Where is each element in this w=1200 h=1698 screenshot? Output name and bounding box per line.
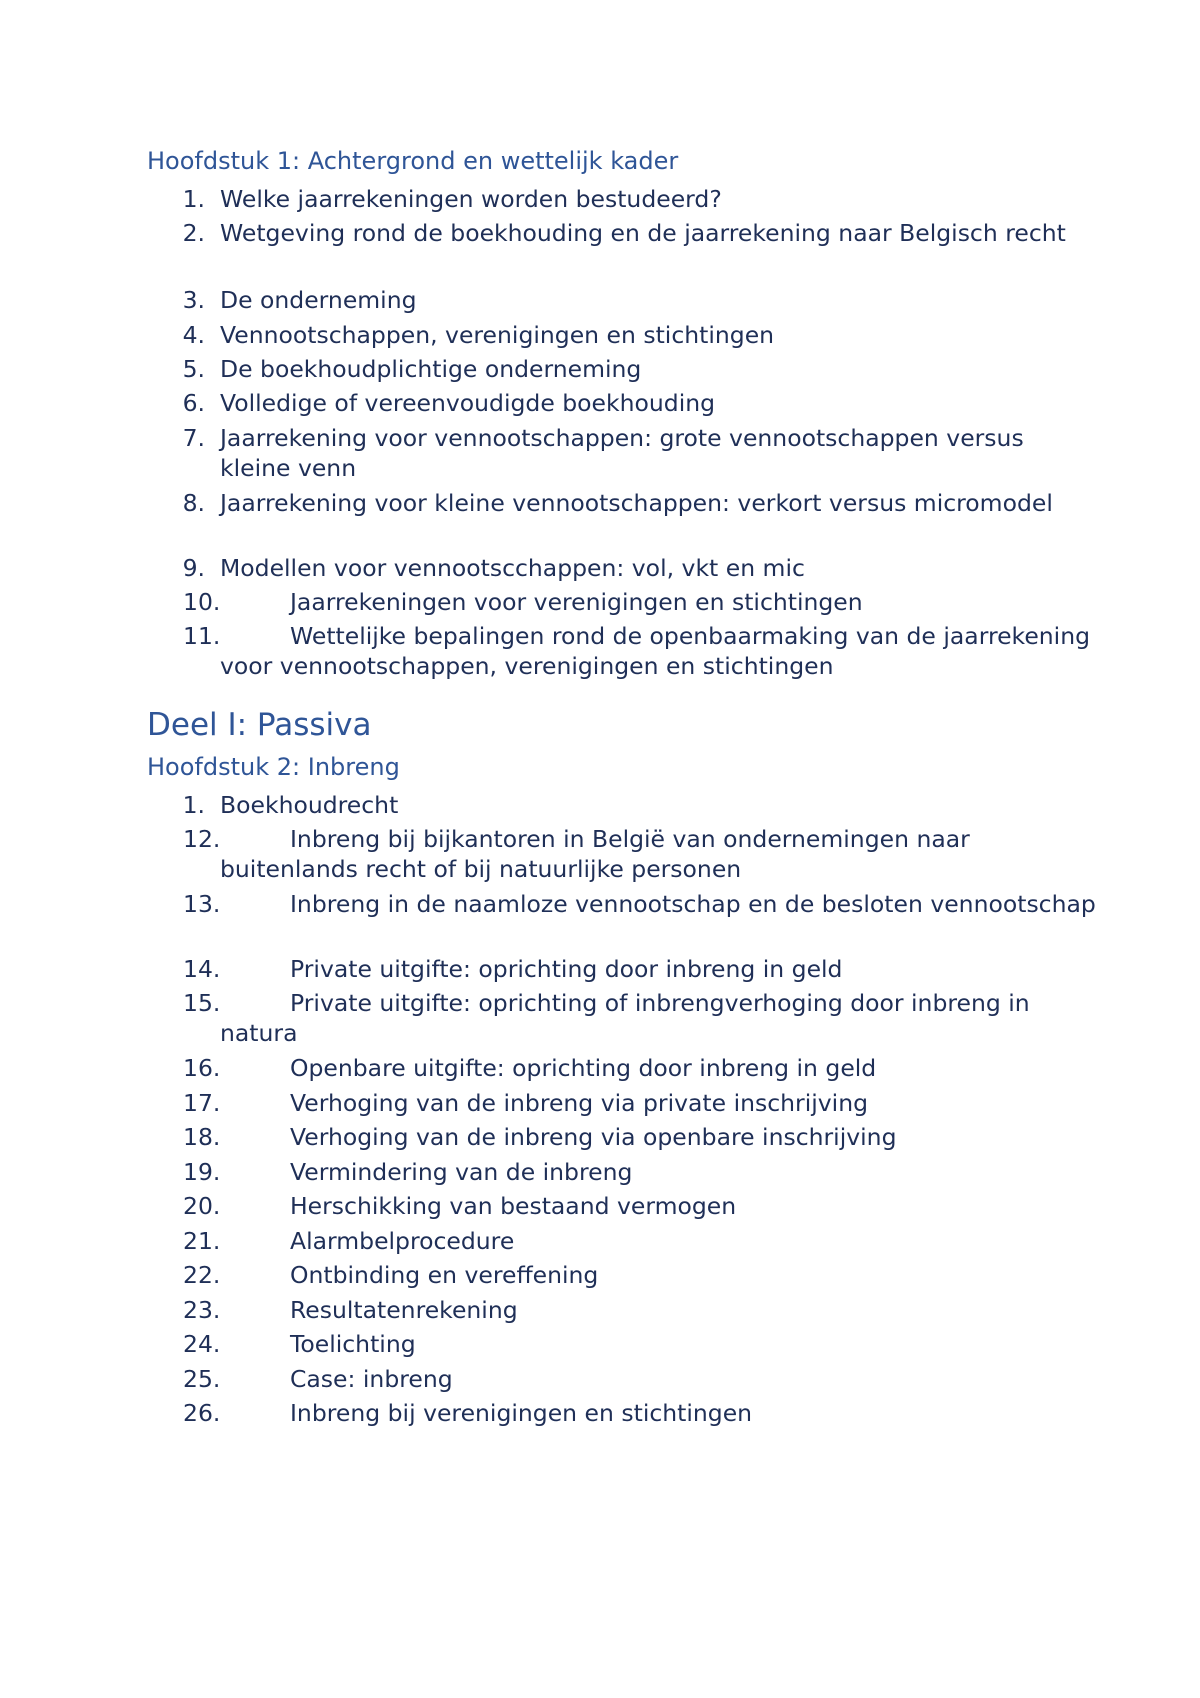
list-item-text: Jaarrekeningen voor verenigingen en stichtingen <box>290 588 863 616</box>
list-item-number: 12. <box>183 825 221 853</box>
list-item-number: 1. <box>182 791 205 819</box>
list-item-text: Jaarrekening voor kleine vennootschappen: verkort versus micromodel <box>220 489 1053 517</box>
list-item-number: 3. <box>182 286 205 314</box>
list-item-text: Verhoging van de inbreng via openbare inschrijving <box>290 1123 897 1151</box>
list-item-text: Welke jaarrekeningen worden bestudeerd? <box>220 185 722 213</box>
list-item-text: Verhoging van de inbreng via private inschrijving <box>290 1089 869 1117</box>
list-item-number: 13. <box>183 890 221 918</box>
list-item-number: 2. <box>182 219 205 247</box>
list-item-number: 8. <box>182 489 205 517</box>
list-item-text: Vermindering van de inbreng <box>290 1158 633 1186</box>
list-item-number: 10. <box>183 588 221 616</box>
list-item-text: Modellen voor vennootscchappen: vol, vkt en mic <box>220 554 805 582</box>
list-item-number: 20. <box>183 1192 221 1220</box>
list-item-text: Vennootschappen, verenigingen en stichtingen <box>220 321 775 349</box>
list-item-number: 21. <box>183 1227 221 1255</box>
list-item-text: Jaarrekening voor vennootschappen: grote vennootschappen versus kleine venn <box>220 424 1024 482</box>
list-item-text: Toelichting <box>290 1330 416 1358</box>
list-item-text: Inbreng bij verenigingen en stichtingen <box>290 1399 753 1427</box>
list-item-number: 7. <box>182 424 205 452</box>
list-item-text: Ontbinding en vereffening <box>290 1261 599 1289</box>
list-item-text: Private uitgifte: oprichting door inbreng in geld <box>290 955 843 983</box>
list-item-text: De boekhoudplichtige onderneming <box>220 355 642 383</box>
list-item-number: 9. <box>182 554 205 582</box>
list-item-text: Herschikking van bestaand vermogen <box>290 1192 737 1220</box>
part-1-heading: Deel I: Passiva <box>147 707 372 743</box>
list-item-number: 17. <box>183 1089 221 1117</box>
list-item-text: Case: inbreng <box>290 1365 453 1393</box>
list-item-number: 5. <box>182 355 205 383</box>
list-item-text: De onderneming <box>220 286 417 314</box>
list-item-text: Volledige of vereenvoudigde boekhouding <box>220 389 716 417</box>
list-item-number: 26. <box>183 1399 221 1427</box>
list-item-text: Resultatenrekening <box>290 1296 518 1324</box>
list-item-text: Inbreng bij bijkantoren in België van ondernemingen naar buitenlands recht of bij natuurlijke personen <box>220 825 970 883</box>
list-item-text: Wettelijke bepalingen rond de openbaarmaking van de jaarrekening voor vennootschappen, verenigingen en stichtingen <box>220 622 1091 680</box>
list-item-number: 1. <box>182 185 205 213</box>
list-item-number: 19. <box>183 1158 221 1186</box>
list-item-number: 18. <box>183 1123 221 1151</box>
list-item-text: Wetgeving rond de boekhouding en de jaarrekening naar Belgisch recht <box>220 219 1066 247</box>
list-item-number: 24. <box>183 1330 221 1358</box>
list-item-number: 22. <box>183 1261 221 1289</box>
list-item-number: 4. <box>182 321 205 349</box>
list-item-number: 16. <box>183 1054 221 1082</box>
list-item-number: 25. <box>183 1365 221 1393</box>
list-item-number: 6. <box>182 389 205 417</box>
list-item-text: Alarmbelprocedure <box>290 1227 515 1255</box>
list-item-number: 11. <box>183 622 221 650</box>
list-item-number: 15. <box>183 989 221 1017</box>
chapter-1-heading: Hoofdstuk 1: Achtergrond en wettelijk kader <box>147 147 679 175</box>
list-item-number: 14. <box>183 955 221 983</box>
list-item-text: Openbare uitgifte: oprichting door inbreng in geld <box>290 1054 877 1082</box>
list-item-text: Private uitgifte: oprichting of inbrengverhoging door inbreng in natura <box>220 989 1030 1047</box>
chapter-2-heading: Hoofdstuk 2: Inbreng <box>147 753 400 781</box>
list-item-text: Boekhoudrecht <box>220 791 399 819</box>
list-item-text: Inbreng in de naamloze vennootschap en de besloten vennootschap <box>290 890 1096 918</box>
list-item-number: 23. <box>183 1296 221 1324</box>
